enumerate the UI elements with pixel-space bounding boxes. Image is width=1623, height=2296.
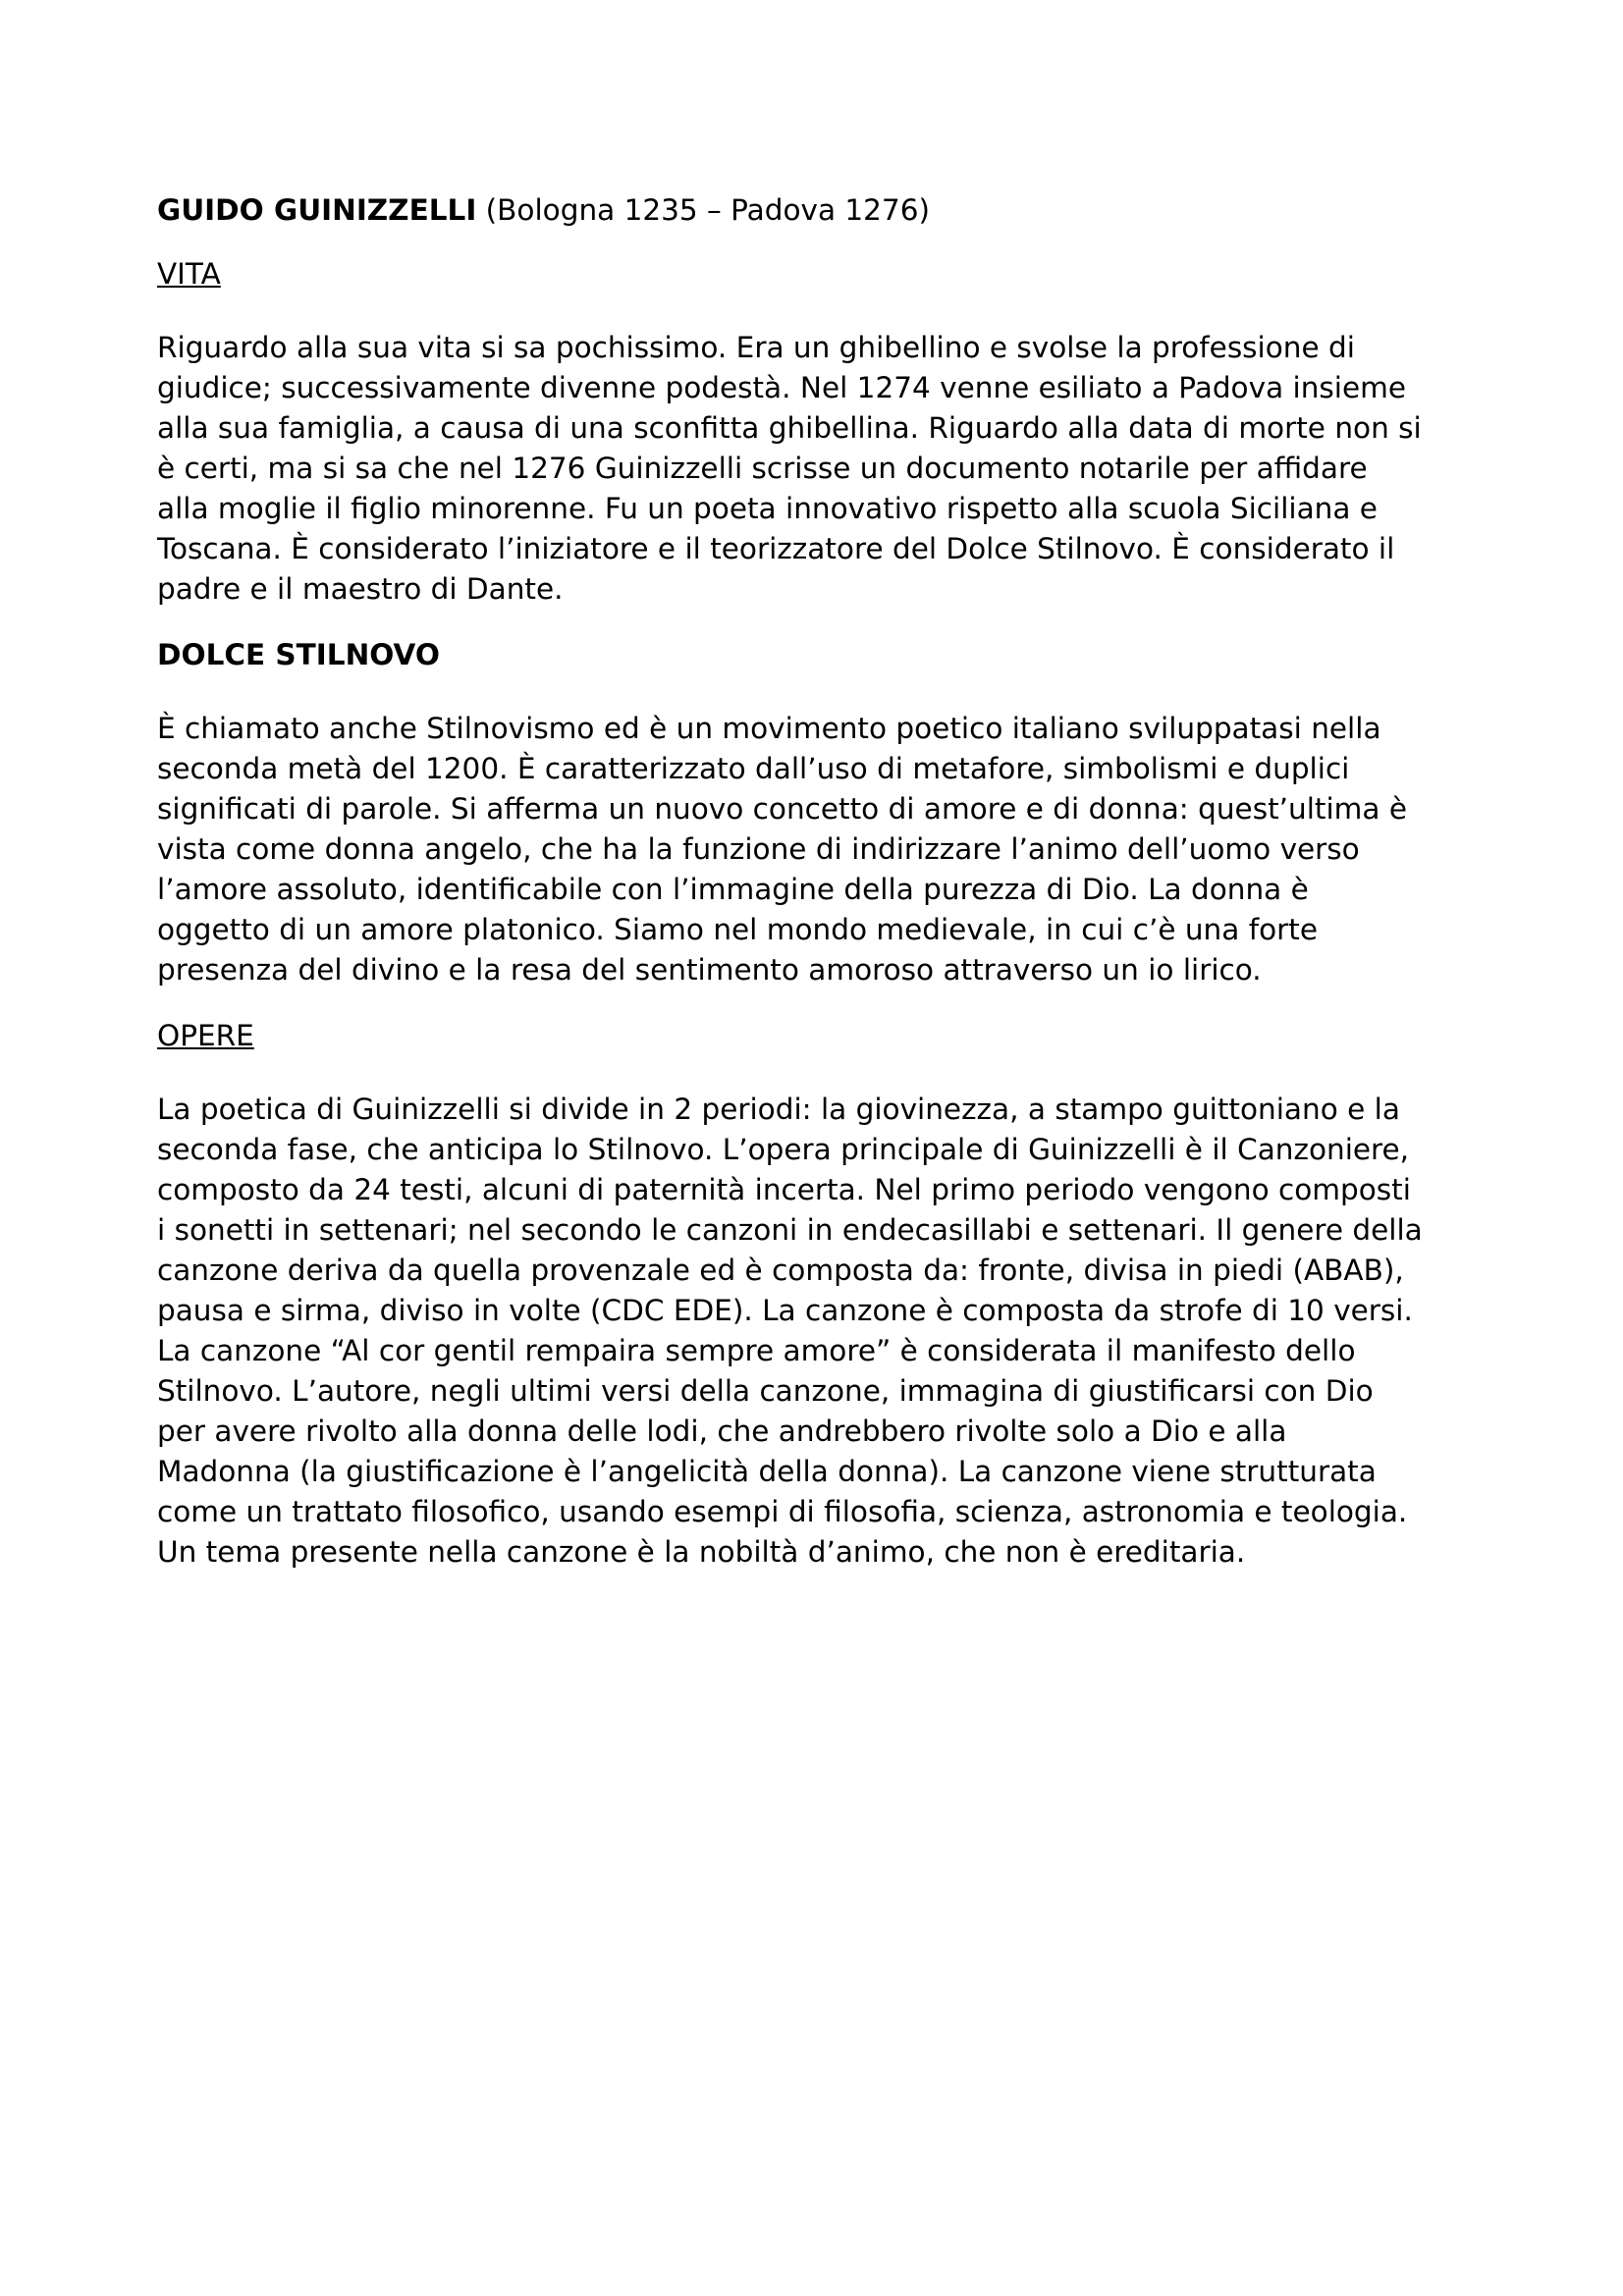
paragraph-dolce-stilnovo <box>157 709 1483 990</box>
paragraph-line: Un tema presente nella canzone è la nobiltà d’animo, che non è ereditaria. <box>157 1535 1246 1569</box>
paragraph-line: padre e il maestro di Dante. <box>157 572 564 606</box>
paragraph-line: alla sua famiglia, a causa di una sconfitta ghibellina. Riguardo alla data di morte non si <box>157 411 1422 445</box>
section-heading-vita: VITA <box>157 257 221 291</box>
paragraph-line: seconda fase, che anticipa lo Stilnovo. L’opera principale di Guinizzelli è il Canzoniere, <box>157 1133 1410 1166</box>
title-dates: (Bologna 1235 – Padova 1276) <box>476 193 930 227</box>
document-body <box>157 190 1483 1598</box>
title-name: GUIDO GUINIZZELLI <box>157 193 477 227</box>
section-heading-opere: OPERE <box>157 1019 254 1052</box>
paragraph-line: seconda metà del 1200. È caratterizzato dall’uso di metafore, simbolismi e duplici <box>157 752 1350 785</box>
paragraph-vita <box>157 328 1483 610</box>
paragraph-line: oggetto di un amore platonico. Siamo nel mondo medievale, in cui c’è una forte <box>157 913 1318 946</box>
paragraph-line: La poetica di Guinizzelli si divide in 2 periodi: la giovinezza, a stampo guittoniano e la <box>157 1093 1400 1126</box>
paragraph-line: per avere rivolto alla donna delle lodi, che andrebbero rivolte solo a Dio e alla <box>157 1415 1287 1448</box>
paragraph-line: Toscana. È considerato l’iniziatore e il teorizzatore del Dolce Stilnovo. È considerato il <box>157 532 1395 565</box>
paragraph-line: presenza del divino e la resa del sentimento amoroso attraverso un io lirico. <box>157 953 1262 987</box>
paragraph-line: composto da 24 testi, alcuni di paternità incerta. Nel primo periodo vengono composti <box>157 1173 1411 1206</box>
paragraph-line: canzone deriva da quella provenzale ed è composta da: fronte, divisa in piedi (ABAB), <box>157 1254 1404 1287</box>
paragraph-line: è certi, ma si sa che nel 1276 Guinizzelli scrisse un documento notarile per affidare <box>157 452 1368 485</box>
paragraph-line: come un trattato filosofico, usando esempi di filosofia, scienza, astronomia e teologia. <box>157 1495 1408 1528</box>
paragraph-line: pausa e sirma, diviso in volte (CDC EDE). La canzone è composta da strofe di 10 versi. <box>157 1294 1413 1327</box>
paragraph-line: Riguardo alla sua vita si sa pochissimo. Era un ghibellino e svolse la professione di <box>157 331 1355 364</box>
paragraph-opere <box>157 1090 1483 1573</box>
paragraph-line: i sonetti in settenari; nel secondo le canzoni in endecasillabi e settenari. Il genere della <box>157 1213 1423 1247</box>
paragraph-line: È chiamato anche Stilnovismo ed è un movimento poetico italiano sviluppatasi nella <box>157 712 1381 745</box>
document-title <box>157 190 1483 231</box>
paragraph-line: Madonna (la giustificazione è l’angelicità della donna). La canzone viene strutturata <box>157 1455 1377 1488</box>
paragraph-line: l’amore assoluto, identificabile con l’immagine della purezza di Dio. La donna è <box>157 873 1309 906</box>
paragraph-line: La canzone “Al cor gentil rempaira sempre amore” è considerata il manifesto dello <box>157 1334 1356 1367</box>
paragraph-line: significati di parole. Si afferma un nuovo concetto di amore e di donna: quest’ultima è <box>157 792 1408 826</box>
paragraph-line: Stilnovo. L’autore, negli ultimi versi della canzone, immagina di giustificarsi con Dio <box>157 1374 1374 1408</box>
paragraph-line: giudice; successivamente divenne podestà. Nel 1274 venne esiliato a Padova insieme <box>157 371 1407 404</box>
section-heading-dolce-stilnovo: DOLCE STILNOVO <box>157 638 440 671</box>
paragraph-line: vista come donna angelo, che ha la funzione di indirizzare l’animo dell’uomo verso <box>157 832 1360 866</box>
paragraph-line: alla moglie il figlio minorenne. Fu un poeta innovativo rispetto alla scuola Siciliana e <box>157 492 1378 525</box>
